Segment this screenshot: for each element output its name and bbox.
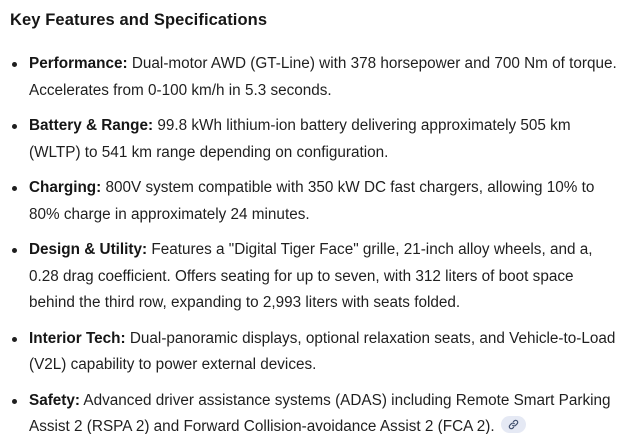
bullet-icon xyxy=(12,248,17,253)
item-text: 800V system compatible with 350 kW DC fast chargers, allowing 10% to 80% charge in approximately 24 minutes. xyxy=(29,179,595,223)
item-text: Dual-motor AWD (GT-Line) with 378 horsepower and 700 Nm of torque. Accelerates from 0-100 km/h in 5.3 seconds. xyxy=(29,55,617,99)
item-label: Safety: xyxy=(29,391,81,409)
item-label: Interior Tech: xyxy=(29,329,126,347)
item-text: Advanced driver assistance systems (ADAS) including Remote Smart Parking Assist 2 (RSPA 2) and Forward Collision-avoidance Assist 2 (FCA 2). xyxy=(29,391,611,434)
item-text: 99.8 kWh lithium-ion battery delivering approximately 505 km (WLTP) to 541 km range depending on configuration. xyxy=(29,117,571,161)
item-label: Charging: xyxy=(29,179,102,196)
item-label: Performance: xyxy=(29,55,128,72)
bullet-icon xyxy=(12,186,17,191)
bullet-icon xyxy=(12,399,17,404)
list-item-charging xyxy=(10,175,618,228)
link-icon xyxy=(508,419,519,430)
item-text: Features a "Digital Tiger Face" grille, 21-inch alloy wheels, and a, 0.28 drag coefficient. Offers seating for up to seven, with 312 liters of boot space behind the third row, expanding to 2,993 liters with seats folded. xyxy=(29,241,593,311)
bullet-icon xyxy=(12,124,17,129)
page-title: Key Features and Specifications xyxy=(10,11,268,29)
list-item-interior-tech xyxy=(10,326,618,379)
citation-source-chip[interactable] xyxy=(501,416,526,433)
list-item-battery-range xyxy=(10,113,618,166)
item-text: Dual-panoramic displays, optional relaxation seats, and Vehicle-to-Load (V2L) capability to power external devices. xyxy=(29,329,616,373)
bullet-icon xyxy=(12,62,17,67)
list-item-performance xyxy=(10,51,618,104)
list-item-design-utility xyxy=(10,237,618,317)
item-label: Design & Utility: xyxy=(29,241,148,258)
bullet-icon xyxy=(12,337,17,342)
feature-list xyxy=(10,51,631,434)
list-item-safety xyxy=(10,388,618,434)
item-label: Battery & Range: xyxy=(29,117,154,134)
